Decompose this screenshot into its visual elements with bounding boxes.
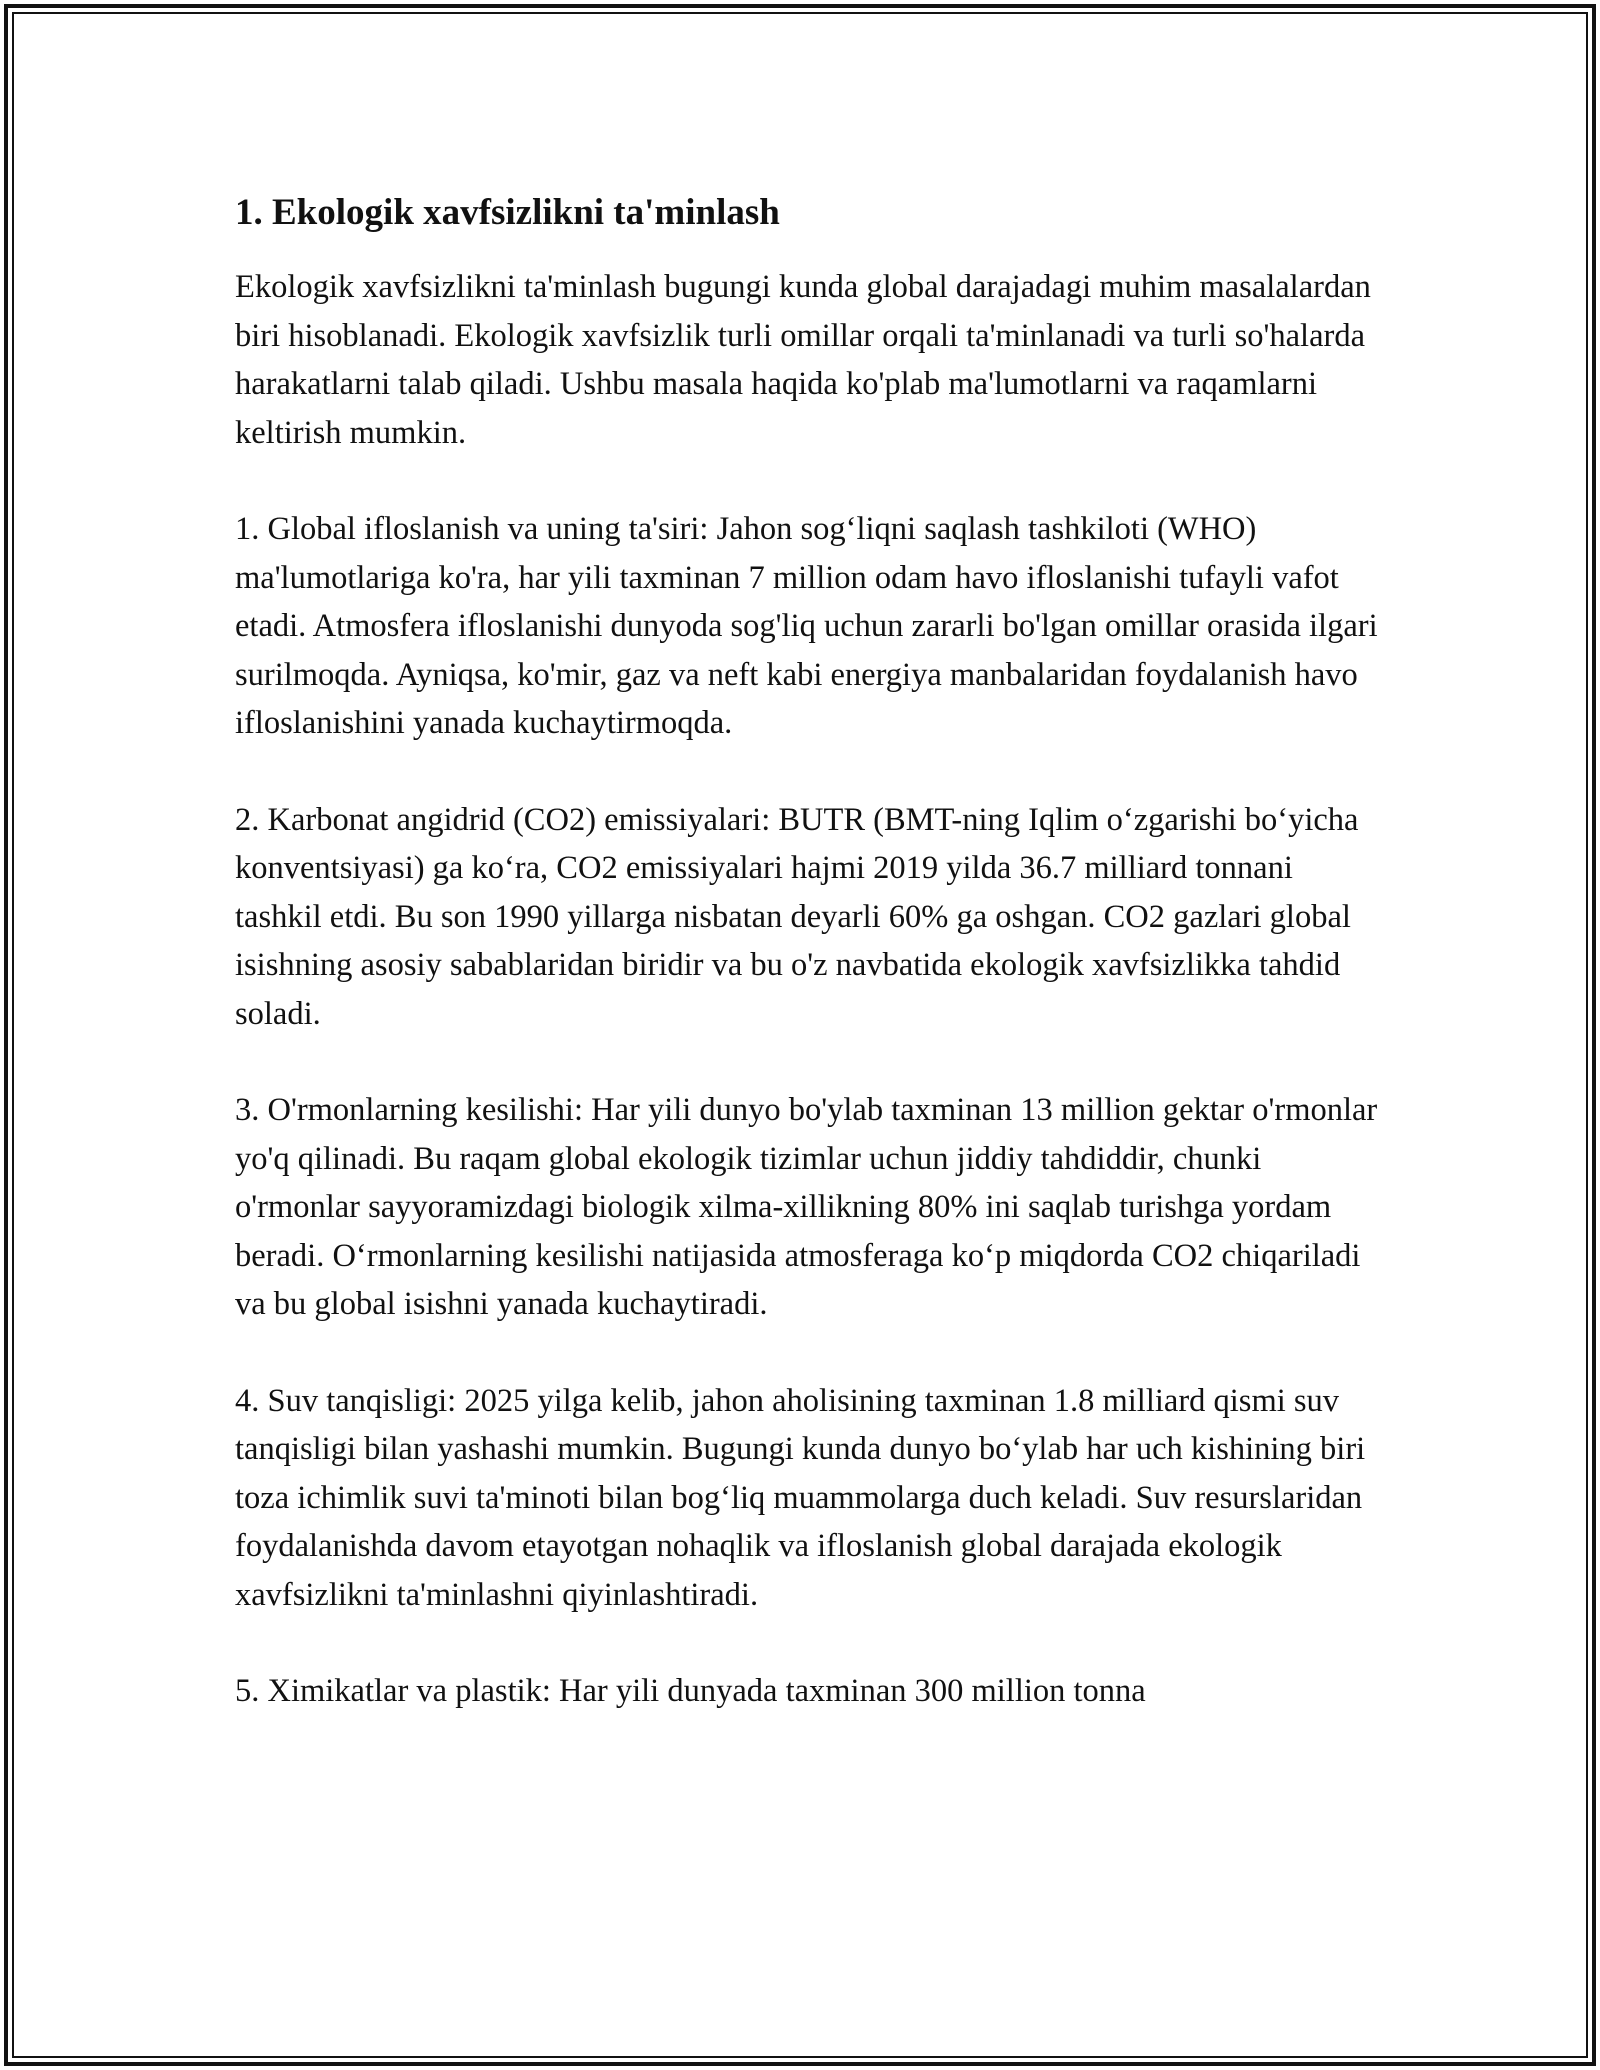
document-body	[235, 185, 1380, 1716]
intro-paragraph: Ekologik xavfsizlikni ta'minlash bugungi kunda global darajadagi muhim masalalardan biri hisoblanadi. Ekologik xavfsizlik turli omillar orqali ta'minlanadi va turli so'halarda harakatlarni talab qiladi. Ushbu masala haqida ko'plab ma'lumotlarni va raqamlarni keltirish mumkin.	[235, 269, 1371, 451]
paragraph-global-pollution: 1. Global ifloslanish va uning ta'siri: Jahon sog‘liqni saqlash tashkiloti (WHO) ma'lumotlariga ko'ra, har yili taxminan 7 million odam havo ifloslanishi tufayli vafot etadi. Atmosfera ifloslanishi dunyoda sog'liq uchun zararli bo'lgan omillar orasida ilgari surilmoqda. Ayniqsa, ko'mir, gaz va neft kabi energiya manbalaridan foydalanish havo ifloslanishini yanada kuchaytirmoqda.	[235, 511, 1378, 741]
paragraph-co2-emissions: 2. Karbonat angidrid (CO2) emissiyalari: BUTR (BMT-ning Iqlim o‘zgarishi bo‘yicha konventsiyasi) ga ko‘ra, CO2 emissiyalari hajmi 2019 yilda 36.7 milliard tonnani tashkil etdi. Bu son 1990 yillarga nisbatan deyarli 60% ga oshgan. CO2 gazlari global isishning asosiy sabablaridan biridir va bu o'z navbatida ekologik xavfsizlikka tahdid soladi.	[235, 801, 1359, 1032]
paragraph-chemicals-plastic: 5. Ximikatlar va plastik: Har yili dunyada taxminan 300 million tonna	[235, 1673, 1146, 1709]
paragraph-water-scarcity: 4. Suv tanqisligi: 2025 yilga kelib, jahon aholisining taxminan 1.8 milliard qismi suv tanqisligi bilan yashashi mumkin. Bugungi kunda dunyo bo‘ylab har uch kishining biri toza ichimlik suvi ta'minoti bilan bog‘liq muammolarga duch keladi. Suv resurslaridan foydalanishda davom etayotgan nohaqlik va ifloslanish global darajada ekologik xavfsizlikni ta'minlashni qiyinlashtiradi.	[235, 1382, 1366, 1613]
section-heading: 1. Ekologik xavfsizlikni ta'minlash	[235, 192, 780, 233]
paragraph-deforestation: 3. O'rmonlarning kesilishi: Har yili dunyo bo'ylab taxminan 13 million gektar o'rmonlar yo'q qilinadi. Bu raqam global ekologik tizimlar uchun jiddiy tahdiddir, chunki o'rmonlar sayyoramizdagi biologik xilma-xillikning 80% ini saqlab turishga yordam beradi. O‘rmonlarning kesilishi natijasida atmosferaga ko‘p miqdorda CO2 chiqariladi va bu global isishni yanada kuchaytiradi.	[235, 1092, 1378, 1322]
